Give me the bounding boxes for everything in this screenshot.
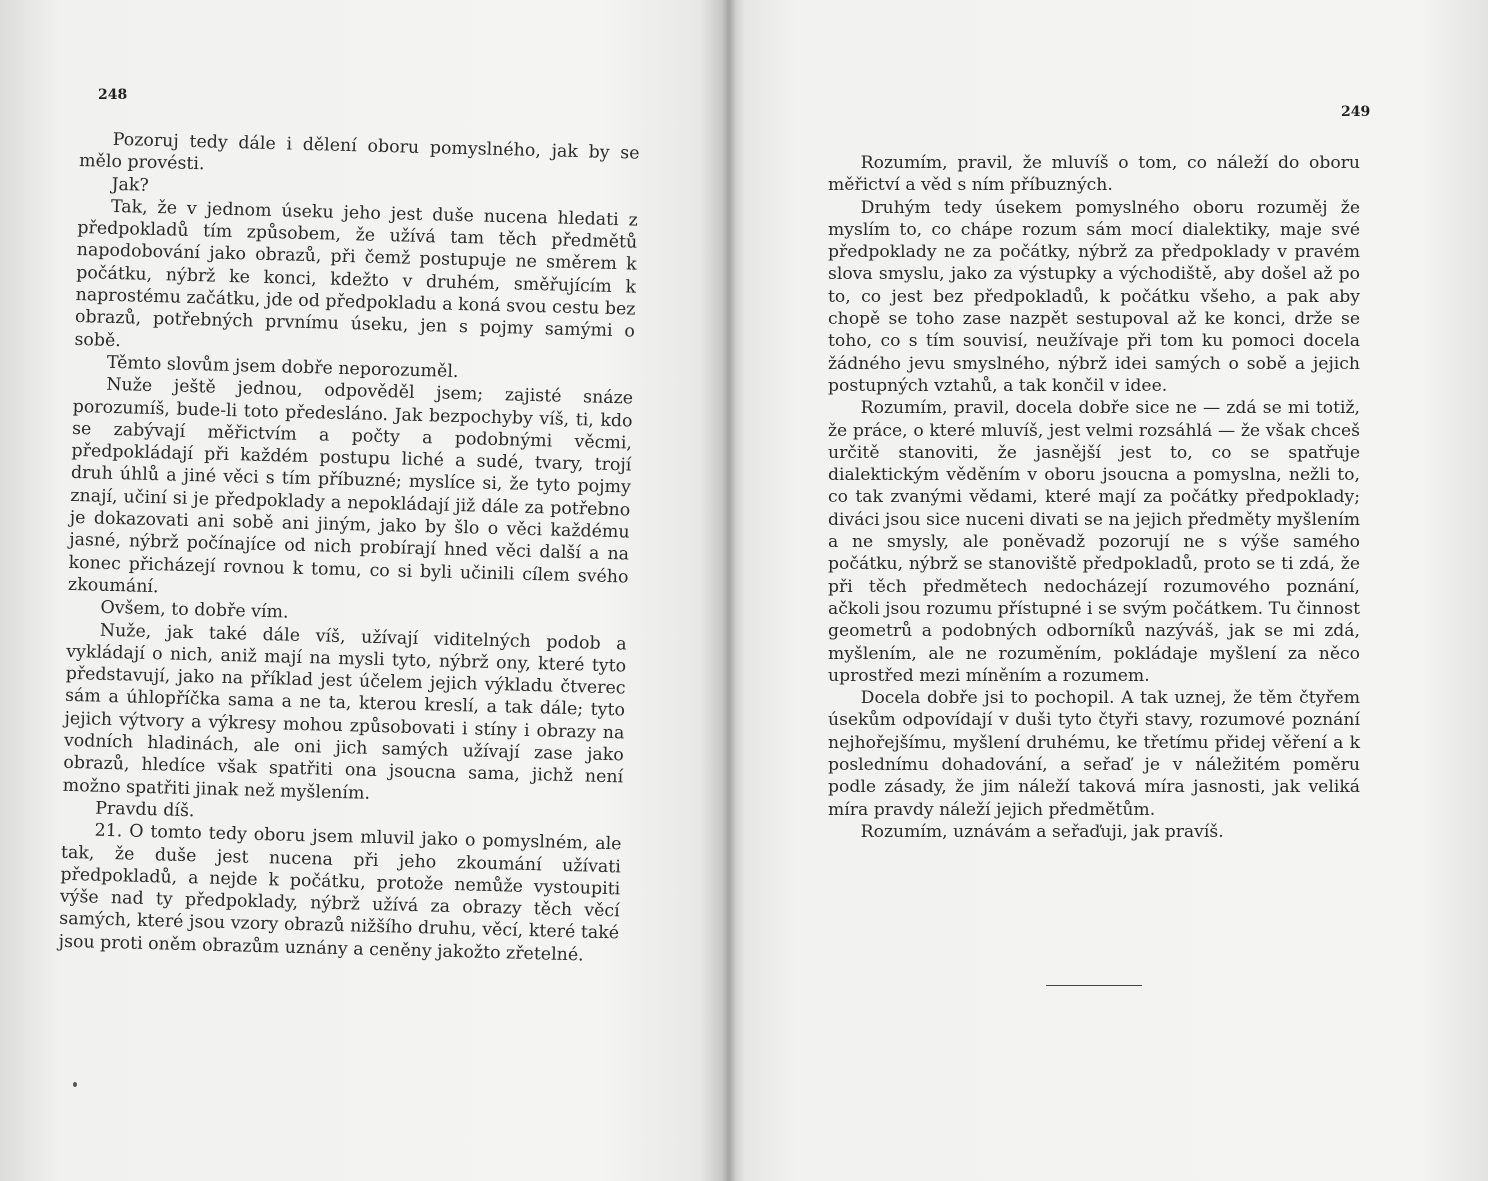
paragraph: Tak, že v jednom úseku jeho jest duše nucena hledati z předpokladů tím způsobem, že užívá tam těch předmětů napodobování jako obrazů, při čemž postupuje ne směrem k počátku, nýbrž ke konci, kdežto v druhém, směřujícím k naprostému začátku, jde od předpokladu a koná svou cestu bez obrazů, potřebných prvnímu úseku, jen s pojmy samými o sobě. (74, 196, 639, 351)
paragraph: Docela dobře jsi to pochopil. A tak uznej, že těm čtyřem úsekům odpovídají v duši tyto čtyři stavy, rozumové poznání nejhořejšímu, myšlení druhému, ke třetímu přidej věření a k poslednímu dohadování, a seřaď je v náležitém poměru podle zásady, že jim náleží taková míra jasnosti, jak veliká míra pravdy náleží jejich předmětům. (828, 688, 1360, 820)
page-number-left: 248 (98, 87, 128, 103)
paragraph: Rozumím, pravil, docela dobře sice ne — zdá se mi totiž, že práce, o které mluvíš, jest velmi rozsáhlá — že však chceš určitě stanoviti, že jasnější jest to, co se spatřuje dialektickým věděním v oboru jsoucna a pomyslna, nežli to, co tak zvanými vědami, které mají za počátky předpoklady; diváci jsou sice nuceni divati se na jejich předměty myšlením a ne smysly, ale poněvadž pozorují ne s výše samého počátku, nýbrž se stanoviště předpokladů, proto se ti zdá, že při těch předmětech nedocházejí rozumového poznání, ačkoli jsou rozumu přístupné i se svým počátkem. Tu činnost geometrů a podobných odborníků nazýváš, jak se mi zdá, myšlením, ale ne rozuměním, pokládaje myšlení za něco uprostřed mezi míněním a rozumem. (828, 398, 1360, 686)
left-page-text (58, 128, 639, 967)
paragraph: Nuže, jak také dále víš, užívají viditelných podob a vykládají o nich, aniž mají na mysli tyto, nýbrž ony, které tyto představují, jako na příklad jest účelem jejich výkladu čtverec sám a úhlopříčka sama a ne ta, kterou kreslí, a tak dále; tyto jejich výtvory a výkresy mohou způsobovati i stíny i obrazy na vodních hladinách, ale oni jich samých užívají zase jako obrazů, hledíce však spatřiti ona jsoucna sama, jichž není možno spatřiti jinak než myšlením. (62, 620, 627, 804)
paragraph: Ovšem, to dobře vím. (100, 597, 289, 623)
paragraph: 21. O tomto tedy oboru jsem mluvil jako o pomyslném, ale tak, že duše jest nucena při jeho zkoumání užívati předpokladů, a nejde k počátku, protože nemůže vystoupiti výše nad ty předpoklady, nýbrž užívá za obrazy těch věcí samých, které jsou vzory obrazů nižšího druhu, věcí, které také jsou proti oněm obrazům uznány a ceněny jakožto zřetelné. (58, 820, 622, 966)
paragraph: Těmto slovům jsem dobře neporozuměl. (106, 352, 459, 382)
paragraph: Nuže ještě jednou, odpověděl jsem; zajisté snáze porozumíš, bude-li toto předesláno. Jak bezpochyby víš, ti, kdo se zabývají měřictvím a počty a podobnými věcmi, předpokládají při každém postupu liché a sudé, tvary, trojí druh úhlů a jiné věci s tím příbuzné; myslíce si, že tyto pojmy znají, učiní si je předpoklady a nepokládají již dále za potřebno je dokazovati ani sobě ani jiným, jako by šlo o věci každému jasné, nýbrž počínajíce od nich probírají hned věci další a na konec přicházejí rovnou k tomu, co si byli učinili cílem svého zkoumání. (67, 375, 634, 598)
left-page (0, 0, 722, 1181)
ink-speck (73, 1082, 77, 1087)
book-gutter (722, 0, 736, 1181)
page-number-right: 249 (1341, 104, 1371, 120)
section-end-rule (1046, 985, 1142, 986)
paragraph: Pravdu díš. (94, 798, 195, 822)
paragraph: Druhým tedy úsekem pomyslného oboru rozuměj že myslím to, co chápe rozum sám mocí dialektiky, maje své předpoklady ne za počátky, nýbrž za předpoklady v pravém slova smyslu, jako za výstupky a východiště, aby došel až po to, co jest bez předpokladů, k počátku všeho, a pak aby chopě se toho zase nazpět sestupoval až ke konci, drže se toho, co s tím souvisí, neužívaje při tom ku pomoci docela žádného jevu smyslného, nýbrž idei samých o sobě a jejich postupných vztahů, a tak končil v ideе. (828, 197, 1360, 396)
right-page-text (828, 152, 1360, 843)
paragraph: Rozumím, pravil, že mluvíš o tom, co náleží do oboru měřictví a věd s ním příbuzných. (828, 153, 1360, 196)
paragraph: Pozoruj tedy dále i dělení oboru pomyslného, jak by se mělo provésti. (78, 129, 640, 175)
paragraph: Rozumím, uznávám a seřaďuji, jak pravíš. (860, 821, 1224, 842)
paragraph: Jak? (111, 174, 150, 196)
right-page (736, 0, 1488, 1181)
